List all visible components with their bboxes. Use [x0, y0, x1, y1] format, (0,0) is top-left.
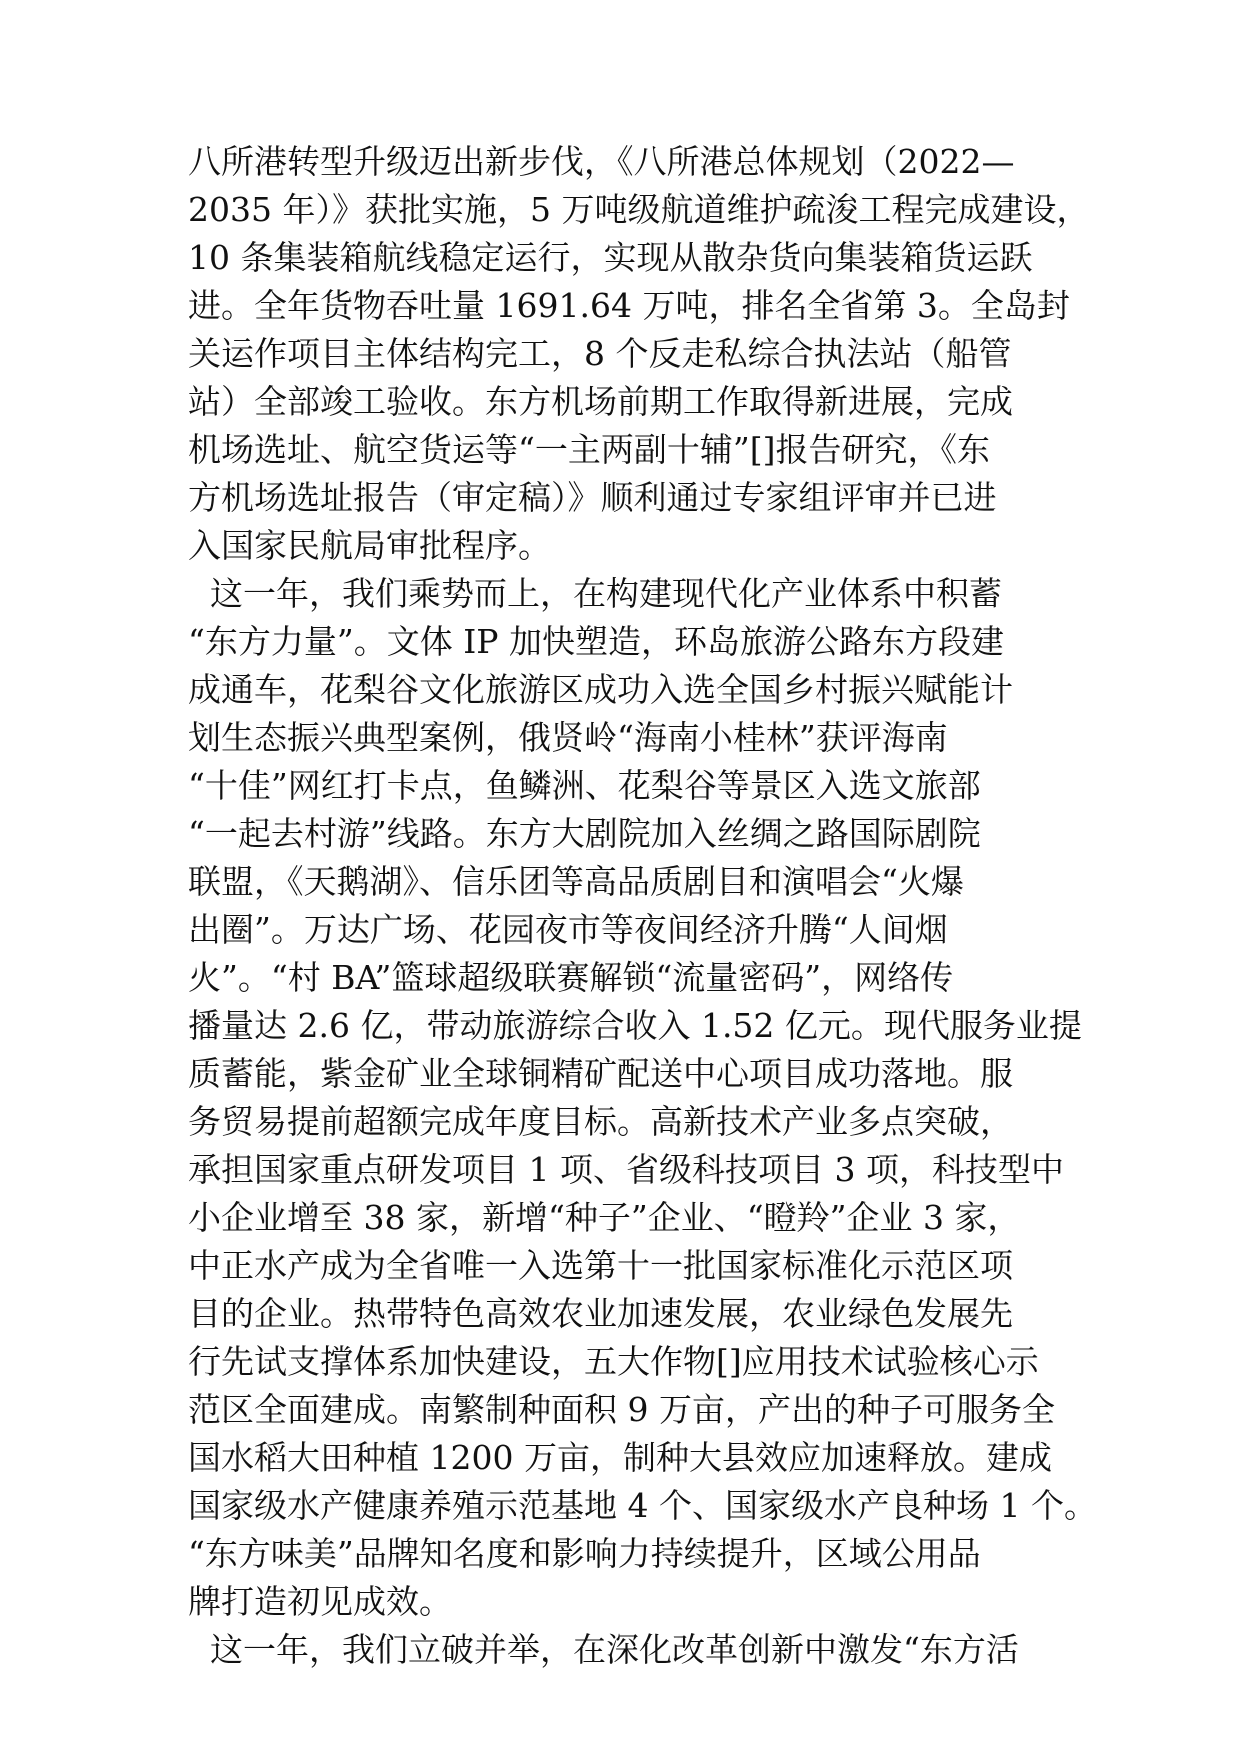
- text-line: 国水稻大田种植 1200 万亩，制种大县效应加速释放。建成: [188, 1438, 1052, 1477]
- text-line: 入国家民航局审批程序。: [188, 526, 551, 565]
- text-line: 目的企业。热带特色高效农业加速发展，农业绿色发展先: [188, 1294, 1013, 1333]
- text-line: 进。全年货物吞吐量 1691.64 万吨，排名全省第 3。全岛封: [188, 286, 1070, 325]
- text-line: 范区全面建成。南繁制种面积 9 万亩，产出的种子可服务全: [188, 1390, 1055, 1429]
- text-line: 承担国家重点研发项目 1 项、省级科技项目 3 项，科技型中: [188, 1150, 1064, 1189]
- text-line: 联盟，《天鹅湖》、信乐团等高品质剧目和演唱会“火爆: [188, 862, 964, 901]
- text-line: 播量达 2.6 亿，带动旅游综合收入 1.52 亿元。现代服务业提: [188, 1006, 1082, 1045]
- text-line: 10 条集装箱航线稳定运行，实现从散杂货向集装箱货运跃: [188, 238, 1033, 277]
- text-line: 中正水产成为全省唯一入选第十一批国家标准化示范区项: [188, 1246, 1013, 1285]
- text-line: 国家级水产健康养殖示范基地 4 个、国家级水产良种场 1 个。: [188, 1486, 1097, 1525]
- text-line: “一起去村游”线路。东方大剧院加入丝绸之路国际剧院: [188, 814, 981, 853]
- text-line: 成通车，花梨谷文化旅游区成功入选全国乡村振兴赋能计: [188, 670, 1013, 709]
- text-line: 这一年，我们乘势而上，在构建现代化产业体系中积蓄: [210, 574, 1002, 613]
- text-line: “十佳”网红打卡点，鱼鳞洲、花梨谷等景区入选文旅部: [188, 766, 981, 805]
- text-line: 小企业增至 38 家，新增“种子”企业、“瞪羚”企业 3 家，: [188, 1198, 1021, 1237]
- text-line: 出圈”。万达广场、花园夜市等夜间经济升腾“人间烟: [188, 910, 948, 949]
- text-line: 2035 年）》获批实施，5 万吨级航道维护疏浚工程完成建设，: [188, 190, 1090, 229]
- text-line: “东方味美”品牌知名度和影响力持续提升，区域公用品: [188, 1534, 981, 1573]
- text-line: 这一年，我们立破并举，在深化改革创新中激发“东方活: [210, 1630, 1019, 1669]
- text-line: 划生态振兴典型案例，俄贤岭“海南小桂林”获评海南: [188, 718, 948, 757]
- text-line: 务贸易提前超额完成年度目标。高新技术产业多点突破，: [188, 1102, 1013, 1141]
- text-line: “东方力量”。文体 IP 加快塑造，环岛旅游公路东方段建: [188, 622, 1004, 661]
- text-line: 质蓄能，紫金矿业全球铜精矿配送中心项目成功落地。服: [188, 1054, 1013, 1093]
- text-line: 方机场选址报告（审定稿）》顺利通过专家组评审并已进: [188, 478, 997, 517]
- text-line: 八所港转型升级迈出新步伐，《八所港总体规划（2022—: [188, 142, 1015, 181]
- text-line: 关运作项目主体结构完工，8 个反走私综合执法站（船管: [188, 334, 1012, 373]
- text-line: 站）全部竣工验收。东方机场前期工作取得新进展，完成: [188, 382, 1013, 421]
- text-line: 机场选址、航空货运等“一主两副十辅”[]报告研究，《东: [188, 430, 990, 469]
- text-line: 牌打造初见成效。: [188, 1582, 452, 1621]
- text-line: 火”。“村 BA”篮球超级联赛解锁“流量密码”，网络传: [188, 958, 954, 997]
- text-line: 行先试支撑体系加快建设，五大作物[]应用技术试验核心示: [188, 1342, 1039, 1381]
